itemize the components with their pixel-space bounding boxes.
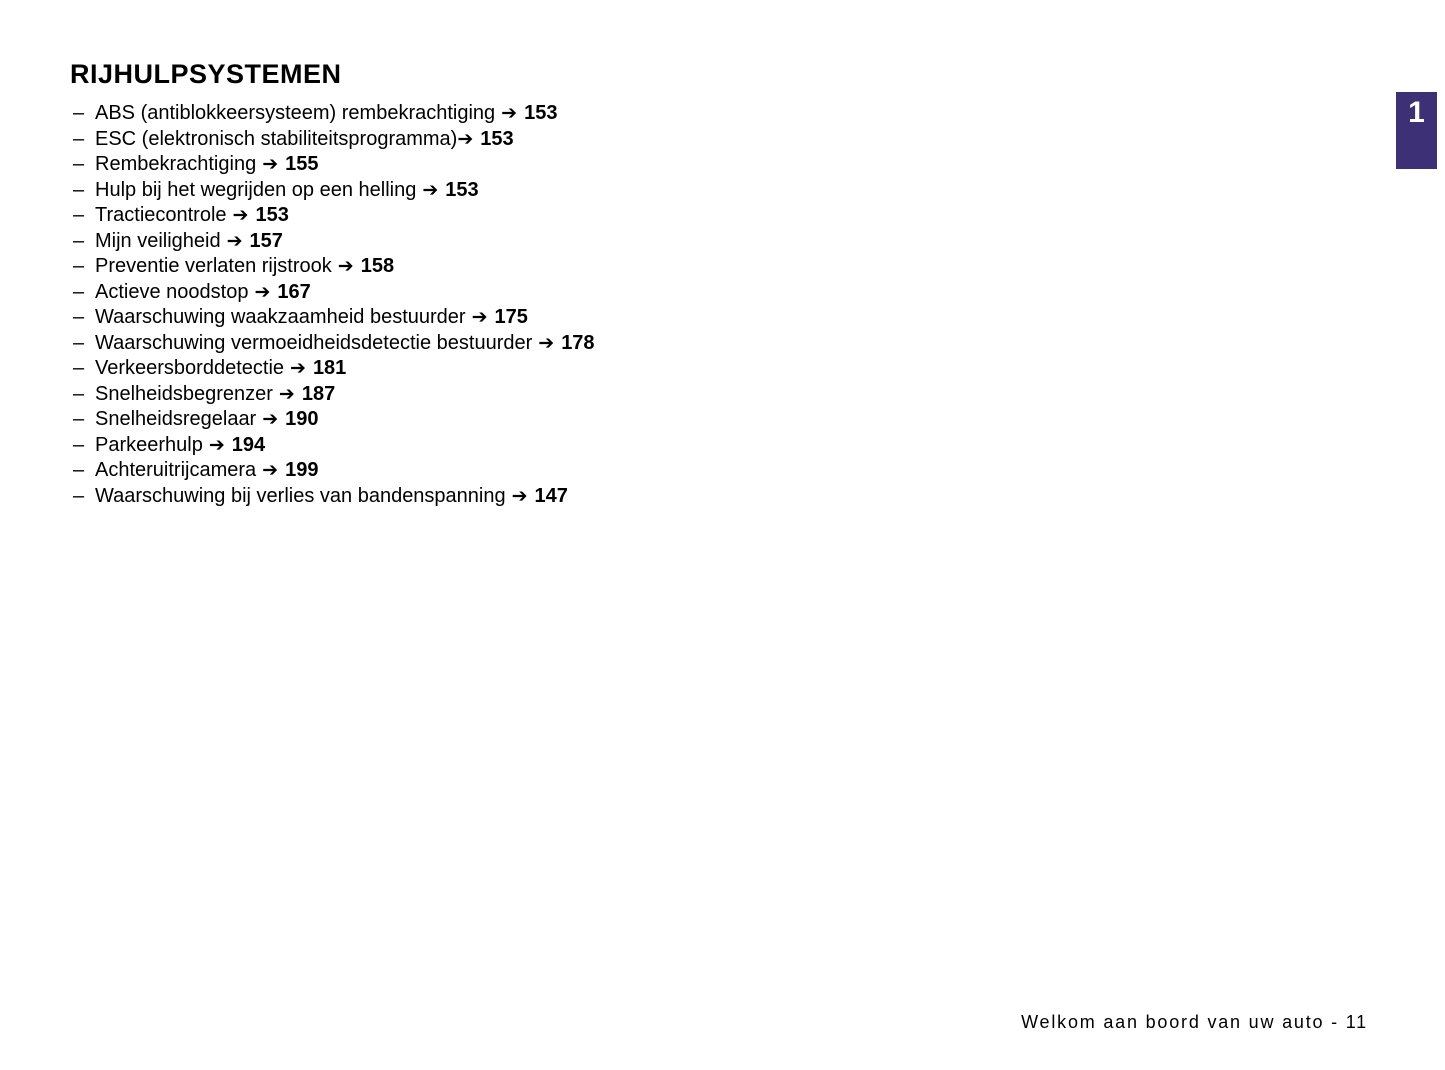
toc-item-label: Rembekrachtiging — [95, 153, 257, 175]
arrow-icon: ➔ — [254, 280, 271, 303]
toc-item-page: 190 — [285, 408, 319, 430]
list-dash: – — [73, 204, 85, 226]
arrow-icon: ➔ — [538, 331, 555, 354]
toc-item — [73, 254, 595, 280]
arrow-icon: ➔ — [262, 408, 279, 430]
list-dash: – — [73, 382, 85, 405]
toc-item-page: 147 — [534, 484, 568, 507]
toc-item-page: 153 — [445, 178, 479, 201]
arrow-icon: ➔ — [511, 484, 528, 507]
list-dash: – — [73, 331, 85, 354]
toc-item-label: Snelheidsbegrenzer — [95, 382, 273, 405]
toc-item-page: 153 — [480, 127, 514, 150]
toc-list — [73, 101, 595, 509]
toc-item-label: Tractiecontrole — [95, 204, 227, 226]
toc-item-label: Mijn veiligheid — [95, 229, 221, 252]
list-dash: – — [73, 127, 85, 150]
toc-item — [73, 178, 595, 204]
list-dash: – — [73, 178, 85, 201]
arrow-icon: ➔ — [337, 255, 354, 277]
toc-item-label: Waarschuwing vermoeidheidsdetectie bestuurder — [95, 331, 533, 354]
arrow-icon: ➔ — [278, 382, 295, 405]
list-dash: – — [73, 229, 85, 252]
toc-item-page: 157 — [249, 229, 283, 252]
arrow-icon: ➔ — [457, 127, 474, 150]
toc-item — [73, 152, 595, 178]
toc-item — [73, 458, 595, 484]
toc-item — [73, 356, 595, 382]
toc-item-label: Achteruitrijcamera — [95, 459, 257, 481]
list-dash: – — [73, 357, 85, 379]
chapter-number: 1 — [1408, 96, 1425, 129]
toc-item — [73, 305, 595, 331]
toc-item — [73, 484, 595, 510]
toc-item-page: 153 — [524, 102, 558, 124]
arrow-icon: ➔ — [471, 306, 488, 328]
arrow-icon: ➔ — [226, 229, 243, 252]
toc-item — [73, 433, 595, 459]
toc-item-page: 158 — [360, 255, 395, 277]
toc-item-label: Actieve noodstop — [95, 280, 249, 303]
arrow-icon: ➔ — [262, 459, 279, 481]
list-dash: – — [73, 280, 85, 303]
toc-item-label: Parkeerhulp — [95, 433, 203, 456]
list-dash: – — [73, 459, 85, 481]
toc-item-page: 178 — [561, 331, 595, 354]
list-dash: – — [73, 153, 85, 175]
toc-item — [73, 280, 595, 306]
toc-item — [73, 407, 595, 433]
toc-item — [73, 331, 595, 357]
list-dash: – — [73, 408, 85, 430]
toc-item — [73, 382, 595, 408]
toc-item-page: 187 — [301, 382, 336, 405]
list-dash: – — [73, 255, 85, 277]
toc-item-page: 153 — [255, 204, 289, 226]
list-dash: – — [73, 484, 85, 507]
toc-item-label: Waarschuwing waakzaamheid bestuurder — [95, 306, 466, 328]
toc-item — [73, 203, 595, 229]
arrow-icon: ➔ — [232, 204, 249, 226]
toc-item-label: ESC (elektronisch stabiliteitsprogramma) — [95, 127, 458, 150]
list-dash: – — [73, 102, 85, 124]
toc-item-label: Snelheidsregelaar — [95, 408, 257, 430]
toc-item — [73, 101, 595, 127]
toc-item-page: 194 — [231, 433, 266, 456]
toc-item — [73, 229, 595, 255]
toc-item — [73, 127, 595, 153]
arrow-icon: ➔ — [208, 433, 225, 456]
page-title: RIJHULPSYSTEMEN — [70, 59, 342, 90]
arrow-icon: ➔ — [262, 153, 279, 175]
toc-item-page: 155 — [285, 153, 319, 175]
toc-item-label: Waarschuwing bij verlies van bandenspanning — [95, 484, 506, 507]
toc-item-page: 199 — [285, 459, 319, 481]
toc-item-label: Verkeersborddetectie — [95, 357, 285, 379]
list-dash: – — [73, 433, 85, 456]
arrow-icon: ➔ — [422, 178, 439, 201]
page-footer: Welkom aan boord van uw auto - 11 — [1021, 1012, 1368, 1032]
chapter-tab — [1396, 92, 1437, 169]
toc-item-page: 175 — [494, 306, 528, 328]
toc-item-label: Hulp bij het wegrijden op een helling — [95, 178, 417, 201]
arrow-icon: ➔ — [501, 102, 518, 124]
toc-item-label: Preventie verlaten rijstrook — [95, 255, 332, 277]
list-dash: – — [73, 306, 85, 328]
toc-item-page: 167 — [277, 280, 311, 303]
toc-item-label: ABS (antiblokkeersysteem) rembekrachtiging — [95, 102, 496, 124]
arrow-icon: ➔ — [290, 357, 306, 379]
toc-item-page: 181 — [312, 357, 347, 379]
